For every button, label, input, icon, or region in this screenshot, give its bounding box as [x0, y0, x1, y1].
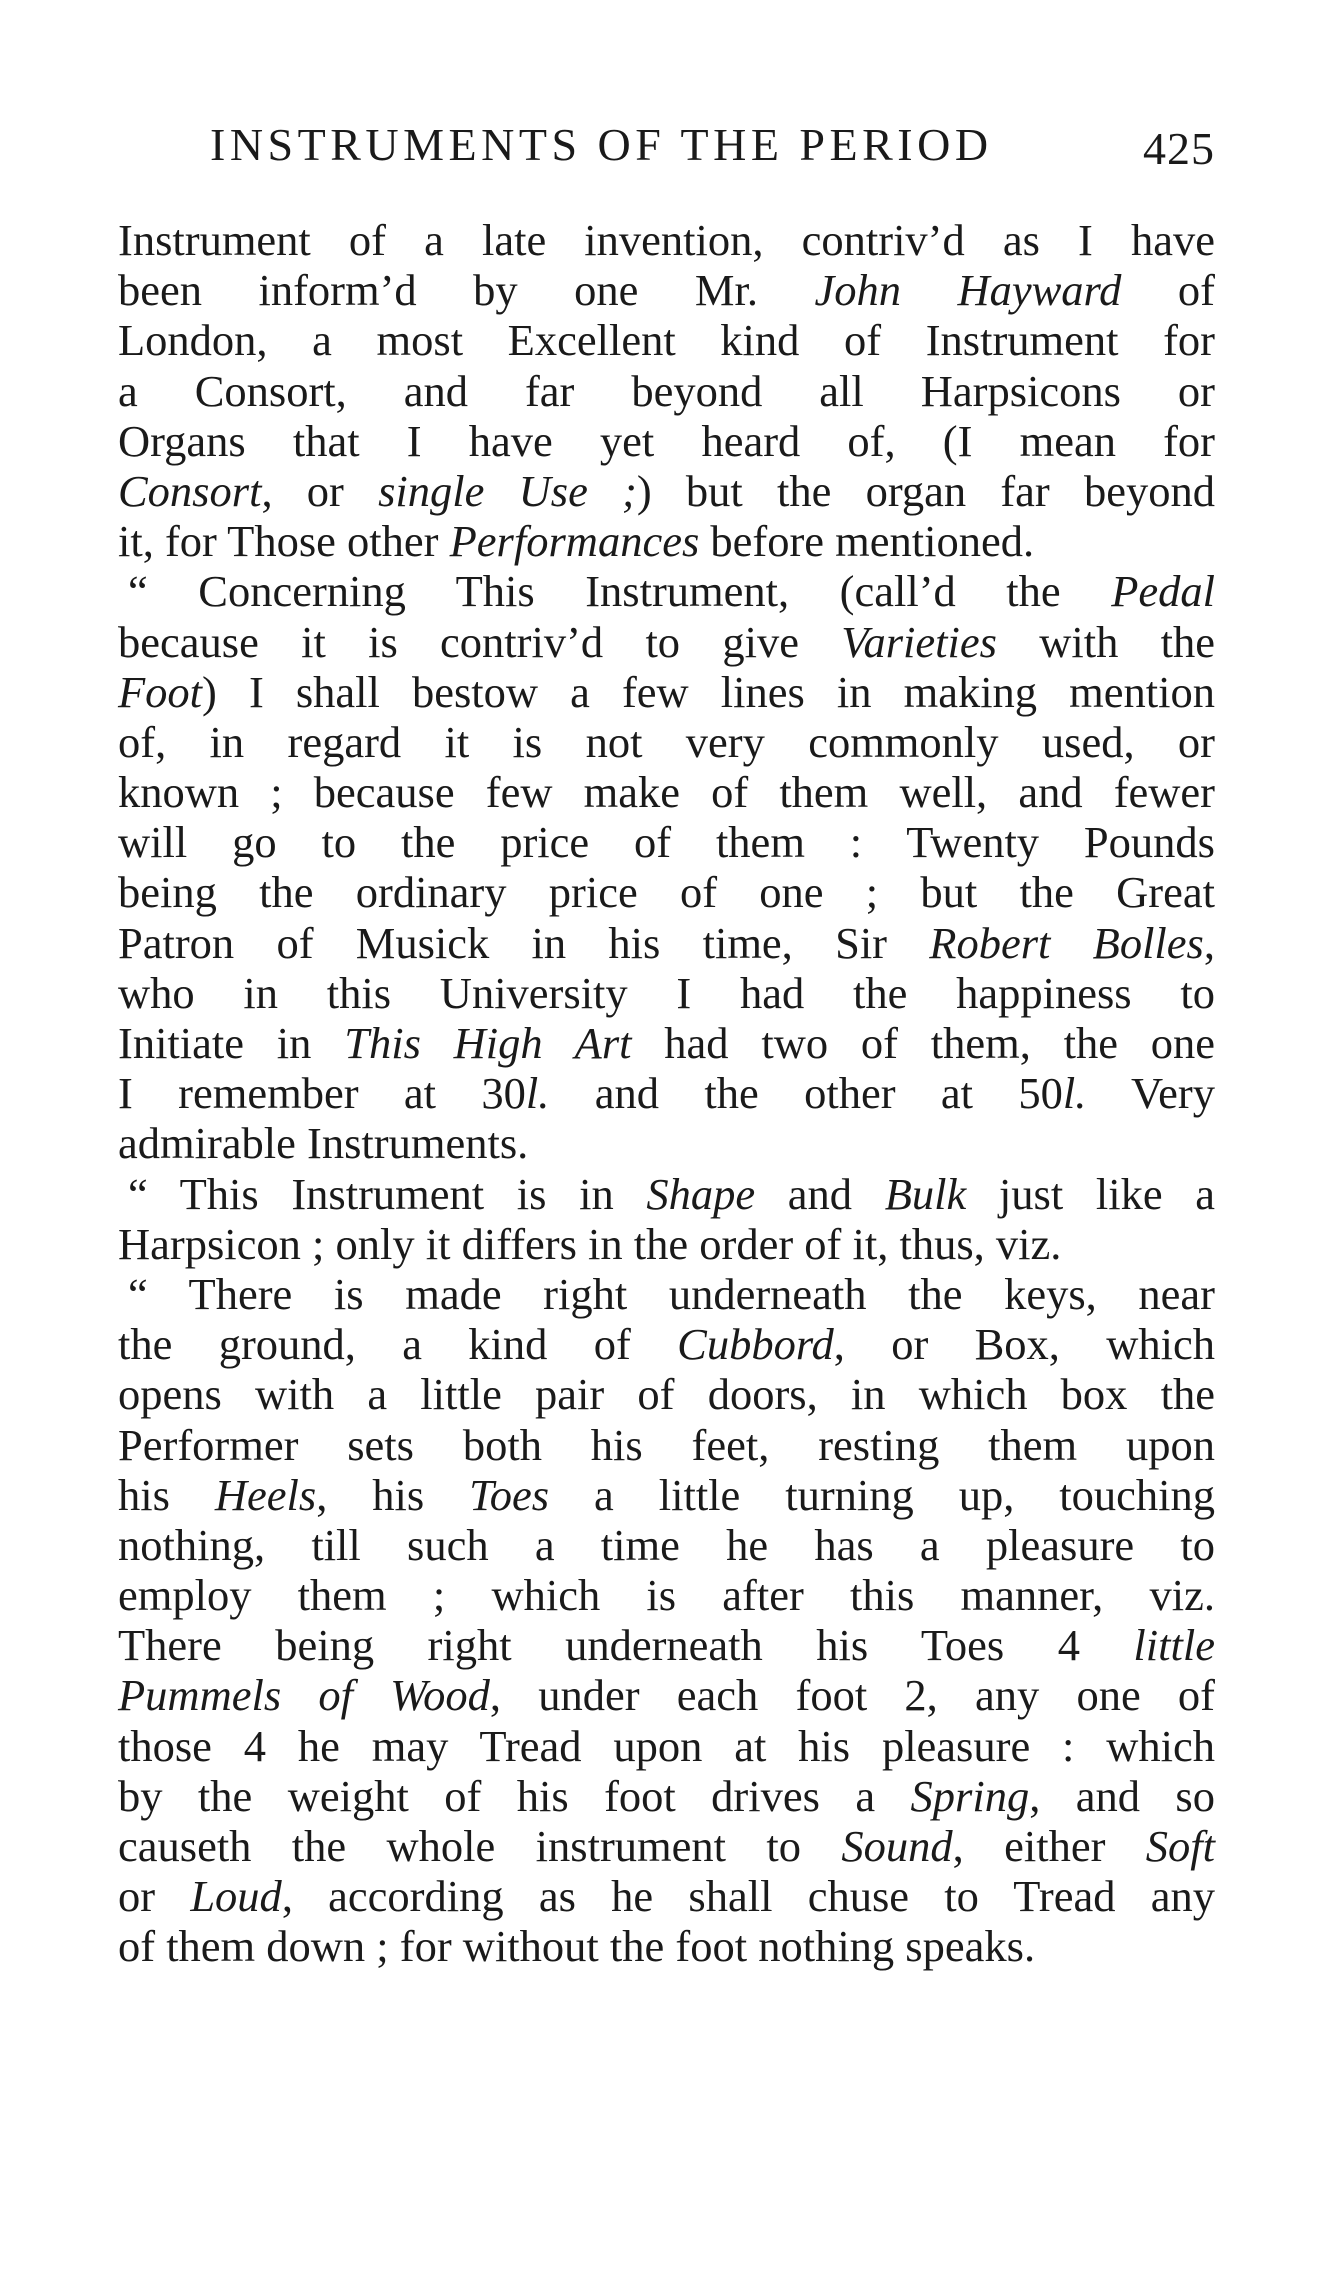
- text-line: “ This Instrument is in Shape and Bulk just like a: [128, 1168, 1215, 1219]
- running-head: [210, 119, 1215, 174]
- italic-text: Cubbord: [677, 1319, 834, 1370]
- paragraph: [118, 215, 1215, 566]
- text-line: Instrument of a late invention, contriv’d as I have: [118, 215, 1215, 265]
- text-line: of them down ; for without the foot nothing speaks.: [118, 1921, 1036, 1972]
- text-line: I remember at 30l. and the other at 50l. Very: [118, 1068, 1215, 1119]
- italic-text: Foot: [118, 666, 203, 717]
- italic-text: Sound: [841, 1821, 953, 1871]
- italic-text: Consort: [118, 465, 262, 516]
- text-line: There being right underneath his Toes 4 little: [118, 1620, 1215, 1671]
- italic-text: Pummels of Wood: [118, 1670, 490, 1721]
- text-line: Pummels of Wood, under each foot 2, any one of: [118, 1670, 1215, 1721]
- text-line: Performer sets both his feet, resting them upon: [118, 1419, 1215, 1470]
- italic-text: Heels: [214, 1469, 317, 1520]
- body-text: [118, 215, 1215, 1972]
- text-line: nothing, till such a time he has a pleasure to: [118, 1519, 1215, 1570]
- text-line: or Loud, according as he shall chuse to Tread any: [118, 1871, 1215, 1922]
- italic-text: Bulk: [884, 1168, 967, 1219]
- text-line: of, in regard it is not very commonly used, or: [118, 716, 1215, 767]
- text-line: opens with a little pair of doors, in which box the: [118, 1369, 1215, 1420]
- text-line: a Consort, and far beyond all Harpsicons or: [118, 365, 1215, 416]
- text-line: employ them ; which is after this manner, viz.: [118, 1570, 1215, 1621]
- italic-text: Loud: [190, 1871, 282, 1922]
- italic-text: Toes: [469, 1469, 550, 1520]
- text-line: Patron of Musick in his time, Sir Robert Bolles,: [118, 917, 1215, 968]
- running-head-title: INSTRUMENTS OF THE PERIOD: [210, 119, 993, 170]
- italic-text: Pedal: [1111, 566, 1215, 617]
- italic-text: Robert Bolles: [929, 917, 1204, 968]
- italic-text: Spring: [910, 1770, 1030, 1821]
- paragraph: [118, 1269, 1215, 1972]
- text-line: admirable Instruments.: [118, 1118, 529, 1169]
- text-line: known ; because few make of them well, and fewer: [118, 767, 1215, 818]
- text-line: Initiate in This High Art had two of them, the one: [118, 1018, 1215, 1068]
- text-line: those 4 he may Tread upon at his pleasure : which: [118, 1720, 1215, 1771]
- text-line: London, a most Excellent kind of Instrument for: [118, 315, 1215, 366]
- text-line: his Heels, his Toes a little turning up, touching: [118, 1469, 1215, 1520]
- text-line: the ground, a kind of Cubbord, or Box, which: [118, 1319, 1215, 1370]
- text-line: causeth the whole instrument to Sound, either Soft: [118, 1821, 1215, 1871]
- text-line: being the ordinary price of one ; but the Great: [118, 867, 1215, 918]
- text-line: because it is contriv’d to give Varieties with the: [118, 616, 1215, 667]
- italic-text: little: [1133, 1620, 1215, 1671]
- italic-text: John Hayward: [814, 265, 1122, 316]
- italic-text: l.: [1062, 1068, 1087, 1119]
- text-line: Harpsicon ; only it differs in the order of it, thus, viz.: [118, 1218, 1062, 1269]
- italic-text: Shape: [646, 1168, 756, 1219]
- paragraph: [118, 566, 1215, 1168]
- text-line: Consort, or single Use ;) but the organ far beyond: [118, 465, 1215, 516]
- text-line: “ Concerning This Instrument, (call’d the Pedal: [128, 566, 1215, 617]
- text-line: by the weight of his foot drives a Spring, and so: [118, 1770, 1215, 1821]
- italic-text: Varieties: [841, 616, 997, 667]
- text-line: will go to the price of them : Twenty Pounds: [118, 817, 1215, 868]
- text-line: Organs that I have yet heard of, (I mean for: [118, 415, 1215, 466]
- italic-text: This High Art: [344, 1018, 632, 1068]
- italic-text: Soft: [1145, 1821, 1215, 1871]
- text-line: it, for Those other Performances before mentioned.: [118, 516, 1035, 567]
- text-line: “ There is made right underneath the keys, near: [128, 1268, 1215, 1319]
- paragraph: [118, 1169, 1215, 1269]
- text-line: Foot) I shall bestow a few lines in making mention: [118, 666, 1215, 717]
- text-line: been inform’d by one Mr. John Hayward of: [118, 265, 1215, 316]
- italic-text: l.: [525, 1068, 550, 1119]
- italic-text: single Use ;: [378, 465, 637, 516]
- page-number: 425: [1143, 123, 1215, 174]
- text-line: who in this University I had the happiness to: [118, 967, 1215, 1018]
- italic-text: Performances: [449, 516, 700, 567]
